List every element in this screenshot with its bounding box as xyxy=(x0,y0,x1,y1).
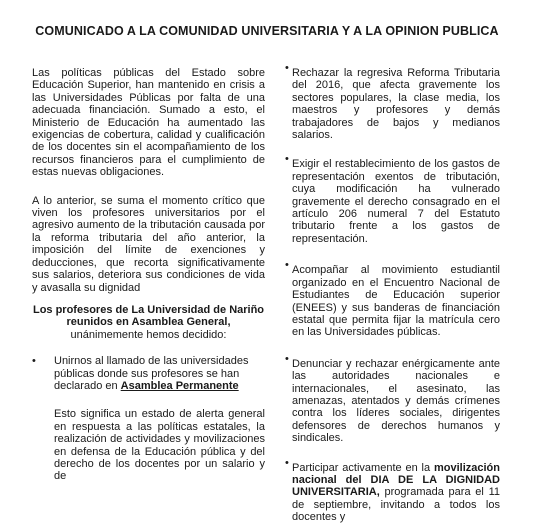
list-item xyxy=(285,352,500,445)
bullet-text-bold: Asamblea Permanente xyxy=(120,379,239,392)
bullet-text: Esto significa un estado de alerta general en respuesta a las políticas estatales, la realización de actividades y movilizaciones en defensa de la Educación pública y del derecho de los docentes por un salario y de xyxy=(54,408,265,483)
bullet-text-tail: programada para el 11 de septiembre, invitando a todos los docentes y xyxy=(292,486,500,524)
bullet-icon: • xyxy=(285,62,289,74)
bullet-icon: • xyxy=(285,259,289,272)
list-item xyxy=(32,408,265,482)
bullet-text: Denunciar y rechazar enérgicamente ante las autoridades nacionales e internacionales, el asesinato, las amenazas, atentados y demás crímenes contra los líderes sociales, dirigentes defensores de derechos humanos y sindicales. xyxy=(292,357,500,445)
decision-lead-bold: Los profesores de La Universidad de Nariño reunidos en Asamblea General, xyxy=(32,303,265,329)
left-bullet-list xyxy=(32,355,265,483)
right-bullet-list xyxy=(285,62,500,524)
page-title: COMUNICADO A LA COMUNIDAD UNIVERSITARIA Y A LA OPINION PUBLICA xyxy=(35,24,499,38)
paragraph-decision xyxy=(32,304,265,341)
list-item xyxy=(285,456,500,524)
bullet-text xyxy=(54,355,248,392)
bullet-text-plain: Unirnos al llamado de las universidades públicas donde sus profesores se han declarado en xyxy=(54,355,249,392)
bullet-text-bold: movilización nacional del DIA DE LA DIGNIDAD UNIVERSITARIA, xyxy=(292,461,500,499)
bullet-icon: • xyxy=(285,456,289,469)
left-column xyxy=(32,67,265,483)
decision-lead-rest: unánimemente hemos decidido: xyxy=(70,328,227,341)
list-item xyxy=(32,355,265,392)
bullet-text: Exigir el restablecimiento de los gastos de representación exentos de tributación, cuya modificación ha vulnerado gravemente el derecho consagrado en el artículo 206 numeral 7 del Estatuto tributario frente a los gastos de representación. xyxy=(292,158,500,245)
bullet-text: Acompañar al movimiento estudiantil organizado en el Encuentro Nacional de Estudiantes de Educación superior (ENEES) y sus banderas de financiación estatal que permita fijar la matrícula cero en las Universidades públicas. xyxy=(292,264,500,339)
bullet-text xyxy=(292,462,500,524)
bullet-text-plain: Participar activamente en la xyxy=(292,461,434,474)
right-column xyxy=(285,62,500,524)
paragraph-intro: Las políticas públicas del Estado sobre Educación Superior, han mantenido en crisis a las Universidades Públicas por falta de una adecuada financiación. Sumado a esto, el Ministerio de Educación ha aumentado las exigencias de cobertura, calidad y cualificación de los docentes sin el acompañamiento de los recursos financieros para el cumplimiento de estas nuevas obligaciones. xyxy=(32,67,265,179)
paragraph-context: A lo anterior, se suma el momento crítico que viven los profesores universitarios por el agresivo aumento de la tributación causada por la reforma tributaria del año anterior, la imposición del límite de exenciones y deducciones, que recorta significativamente sus salarios, deteriora sus condiciones de vida y avasalla su dignidad xyxy=(32,194,265,294)
list-item xyxy=(285,153,500,245)
bullet-icon: • xyxy=(285,153,289,166)
bullet-icon: • xyxy=(32,355,36,368)
list-item xyxy=(285,62,500,142)
bullet-icon: • xyxy=(285,352,289,365)
list-item xyxy=(285,259,500,339)
bullet-text: Rechazar la regresiva Reforma Tributaria del 2016, que afecta gravemente los sectores populares, la clase media, los maestros y profesores y demás trabajadores de bajos y medianos salarios. xyxy=(292,67,500,142)
